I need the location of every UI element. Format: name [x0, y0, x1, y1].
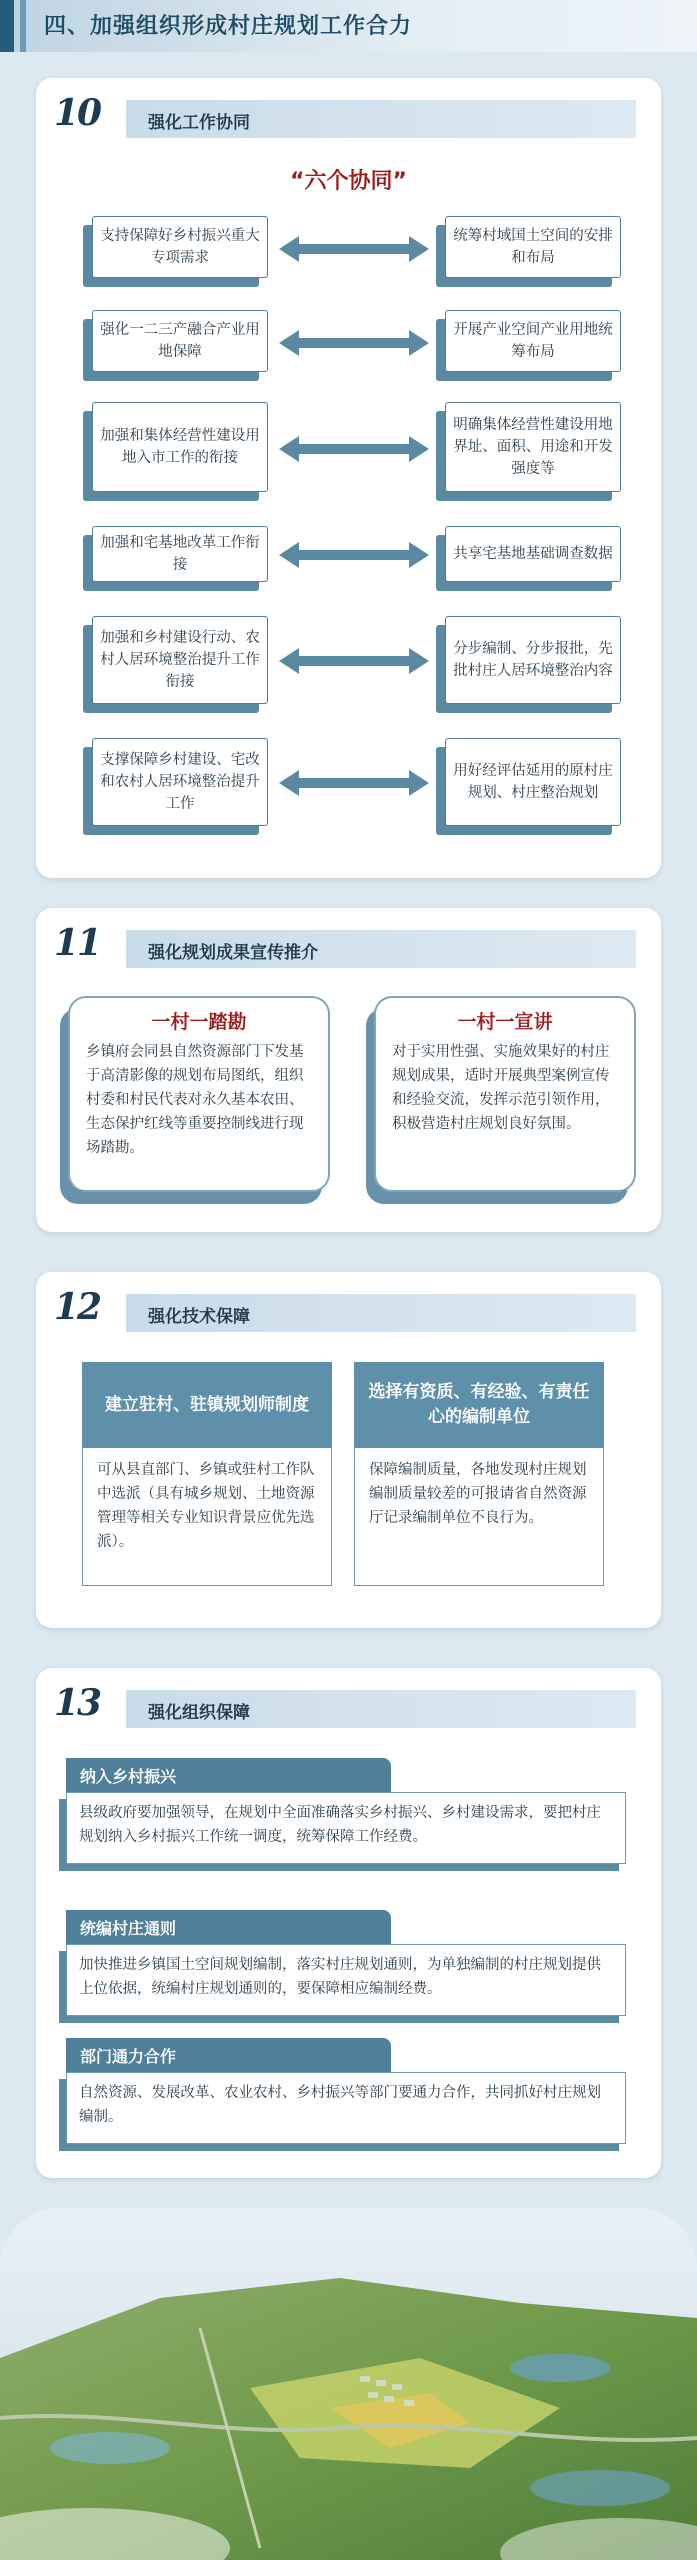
double-arrow-icon [279, 236, 429, 262]
planner-system-box [82, 1362, 332, 1586]
right-box: 开展产业空间产业用地统筹布局 [445, 310, 621, 372]
card-technical [36, 1272, 661, 1628]
card-title: 强化技术保障 [126, 1294, 636, 1332]
survey-text: 乡镇府会同县自然资源部门下发基于高清影像的规划布局图纸，组织村委和村民代表对永久基本农田、生态保护红线等重要控制线进行现场踏勘。 [86, 1044, 304, 1156]
item-heading: 纳入乡村振兴 [66, 1758, 391, 1792]
section-header [0, 0, 697, 52]
card-title: 强化规划成果宣传推介 [126, 930, 636, 968]
landscape-illustration [0, 2208, 697, 2560]
card-subtitle: “六个协同” [290, 169, 407, 194]
compiling-unit-heading: 选择有资质、有经验、有责任心的编制单位 [354, 1362, 604, 1448]
compiling-unit-box [354, 1362, 604, 1586]
right-box: 统筹村域国土空间的安排和布局 [445, 216, 621, 278]
right-box: 共享宅基地基础调查数据 [445, 526, 621, 582]
item-text: 加快推进乡镇国土空间规划编制，落实村庄规划通则，为单独编制的村庄规划提供上位依据，统编村庄规划通则的，要保障相应编制经费。 [66, 1944, 626, 2016]
double-arrow-icon [279, 330, 429, 356]
item-text: 县级政府要加强领导，在规划中全面准确落实乡村振兴、乡村建设需求，要把村庄规划纳入乡村振兴工作统一调度，统筹保障工作经费。 [66, 1792, 626, 1864]
survey-heading: 一村一踏勘 [151, 1011, 247, 1033]
item-heading: 部门通力合作 [66, 2038, 391, 2072]
card-organization [36, 1668, 661, 2178]
double-arrow-icon [279, 648, 429, 674]
section-number: 10 [54, 92, 101, 134]
section-number: 13 [54, 1682, 101, 1724]
pair-row [66, 732, 631, 842]
card-coordination [36, 78, 661, 878]
section-number: 12 [54, 1286, 101, 1328]
section-number: 11 [54, 922, 101, 964]
compiling-unit-text: 保障编制质量，各地发现村庄规划编制质量较差的可报请省自然资源厅记录编制单位不良行为。 [354, 1448, 604, 1586]
left-box: 支持保障好乡村振兴重大专项需求 [92, 216, 268, 278]
right-box: 分步编制、分步报批，先批村庄人居环境整治内容 [445, 616, 621, 704]
left-box: 强化一二三产融合产业用地保障 [92, 310, 268, 372]
publicity-heading: 一村一宣讲 [457, 1011, 553, 1033]
right-box: 用好经评估延用的原村庄规划、村庄整治规划 [445, 738, 621, 826]
header-accent-bar [20, 0, 26, 52]
publicity-box [374, 996, 636, 1192]
card-title: 强化组织保障 [126, 1690, 636, 1728]
survey-box [68, 996, 330, 1192]
planner-system-text: 可从县直部门、乡镇或驻村工作队中选派（具有城乡规划、土地资源管理等相关专业知识背景应优先选派）。 [82, 1448, 332, 1586]
publicity-text: 对于实用性强、实施效果好的村庄规划成果，适时开展典型案例宣传和经验交流，发挥示范引领作用，积极营造村庄规划良好氛围。 [392, 1044, 610, 1132]
aerial-village-image [0, 2208, 697, 2560]
double-arrow-icon [279, 770, 429, 796]
planner-system-heading: 建立驻村、驻镇规划师制度 [82, 1362, 332, 1448]
pair-row [66, 208, 631, 288]
left-box: 加强和宅基地改革工作衔接 [92, 526, 268, 582]
left-box: 加强和乡村建设行动、农村人居环境整治提升工作衔接 [92, 616, 268, 704]
double-arrow-icon [279, 542, 429, 568]
item-text: 自然资源、发展改革、农业农村、乡村振兴等部门要通力合作，共同抓好村庄规划编制。 [66, 2072, 626, 2144]
left-box: 加强和集体经营性建设用地入市工作的衔接 [92, 402, 268, 492]
card-promotion [36, 908, 661, 1232]
card-title: 强化工作协同 [126, 100, 636, 138]
pair-row [66, 302, 631, 382]
section-title: 四、加强组织形成村庄规划工作合力 [44, 14, 413, 39]
right-box: 明确集体经营性建设用地界址、面积、用途和开发强度等 [445, 402, 621, 492]
pair-row [66, 518, 631, 598]
item-heading: 统编村庄通则 [66, 1910, 391, 1944]
pair-row [66, 610, 631, 720]
double-arrow-icon [279, 436, 429, 462]
left-box: 支撑保障乡村建设、宅改和农村人居环境整治提升工作 [92, 738, 268, 826]
pair-row [66, 396, 631, 506]
